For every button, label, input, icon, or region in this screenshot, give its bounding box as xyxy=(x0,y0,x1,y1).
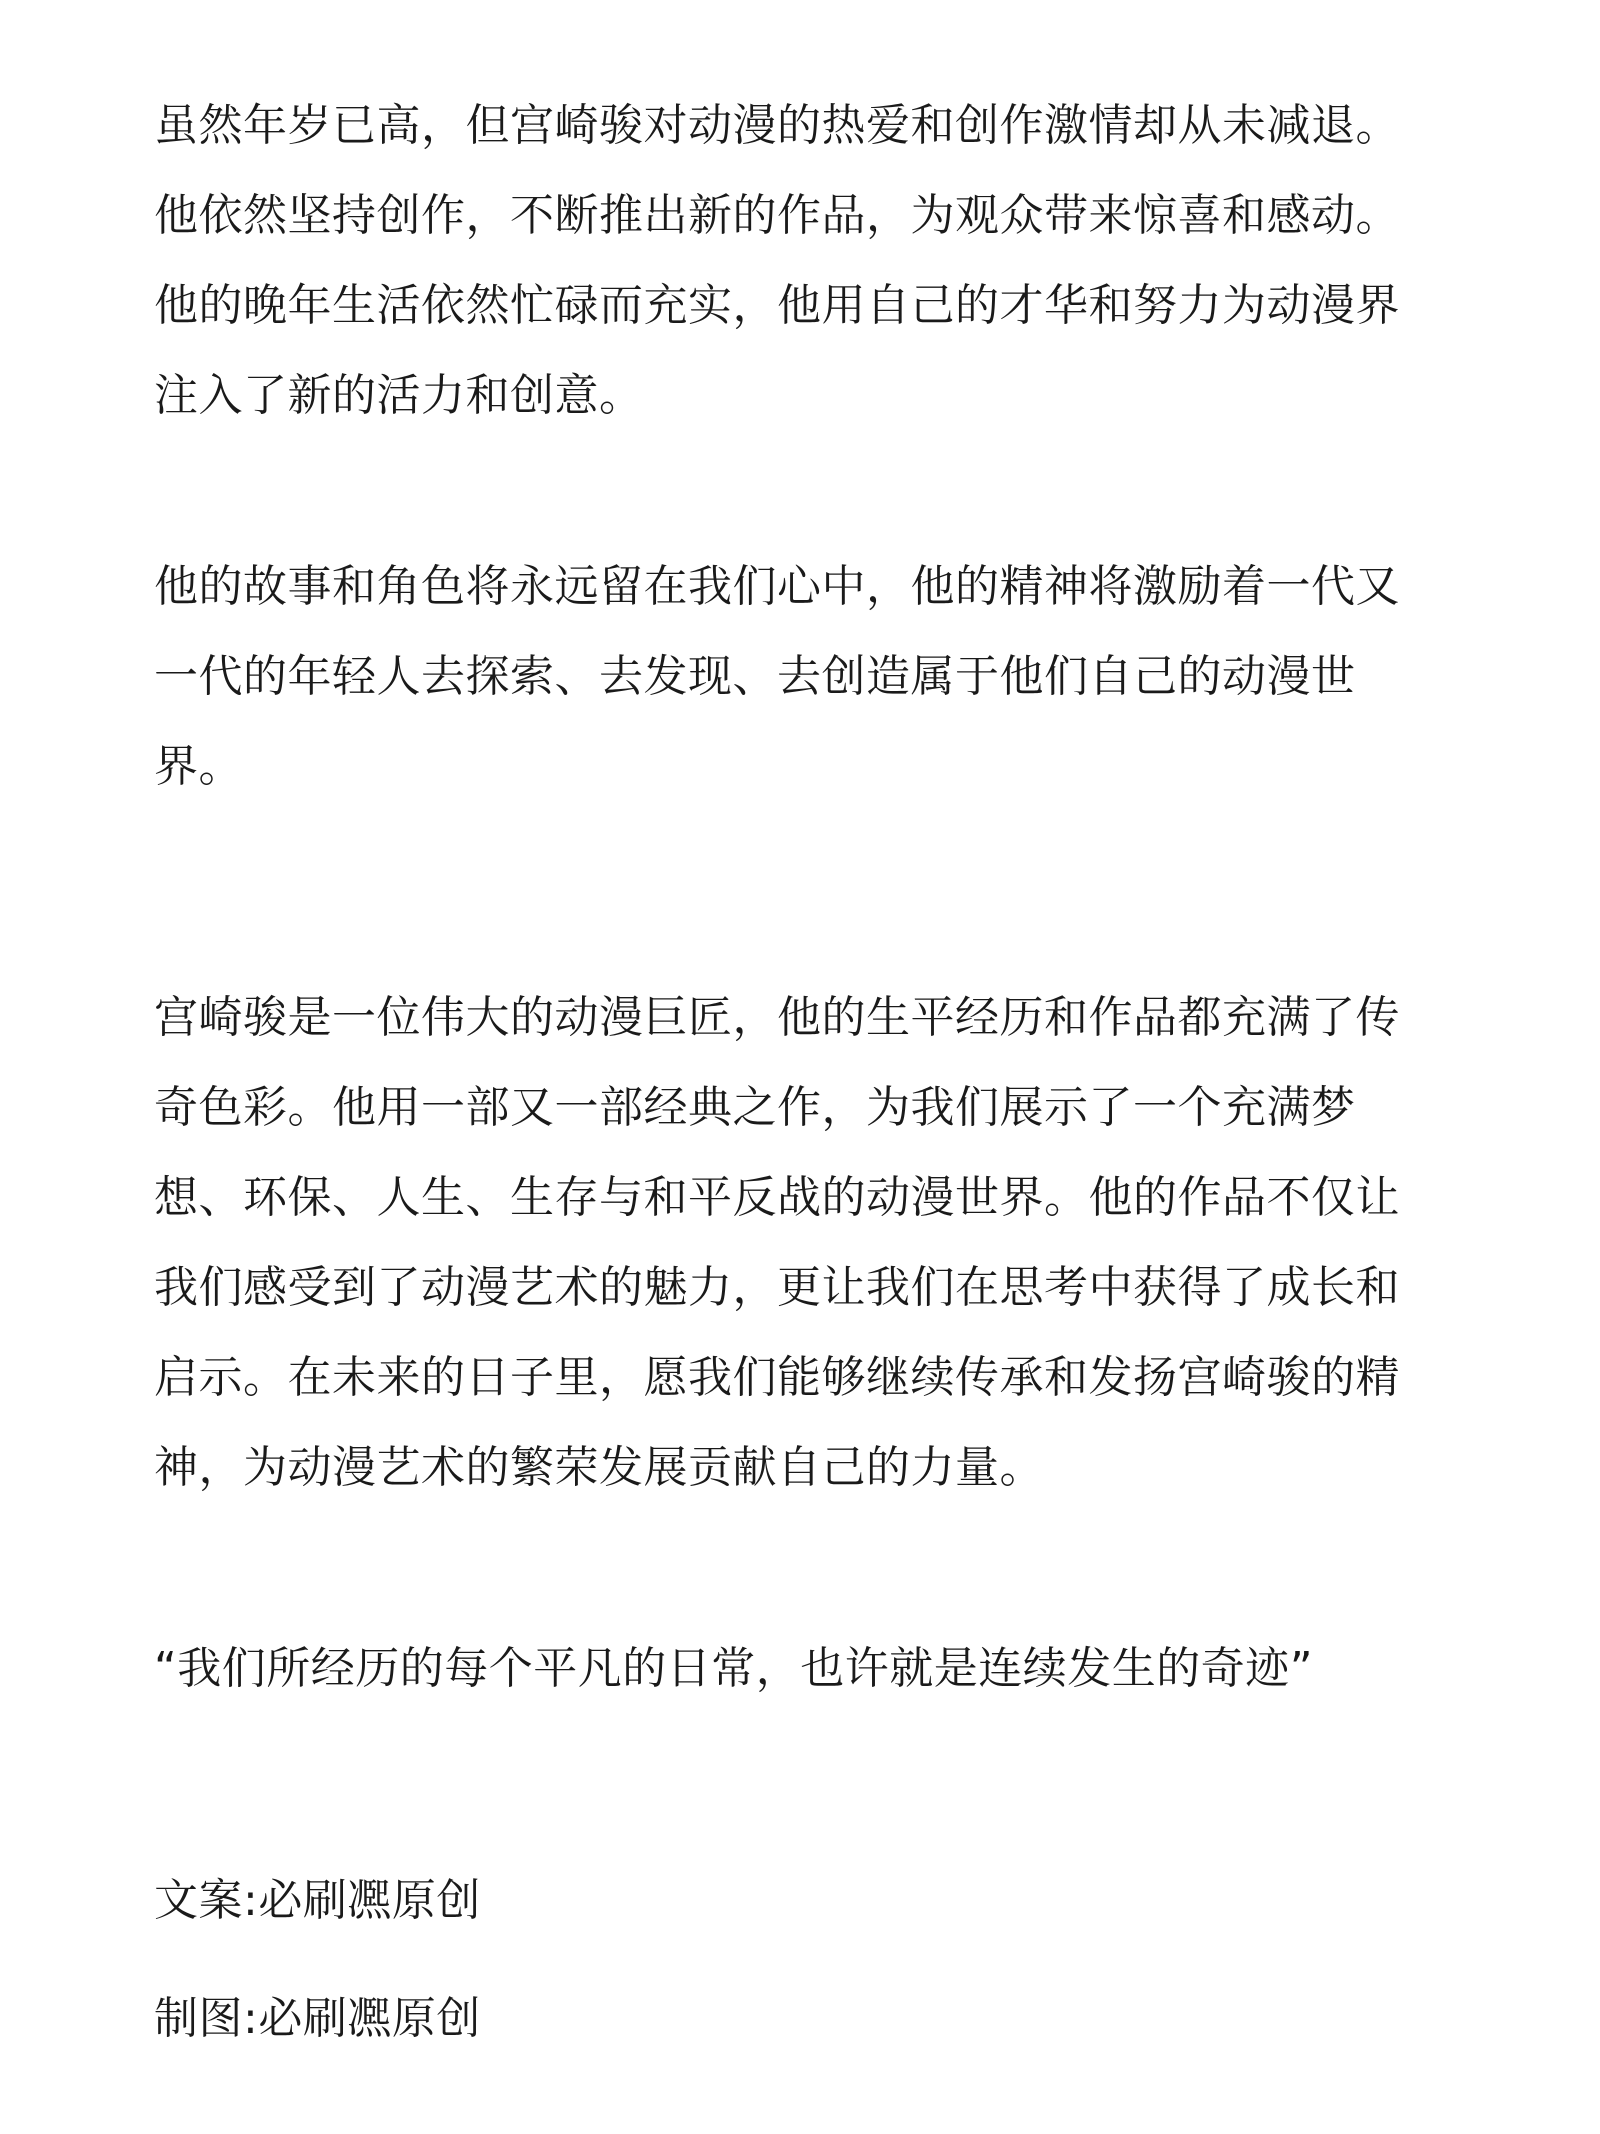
paragraph-line: 他的晚年生活依然忙碌而充实，他用自己的才华和努力为动漫界 xyxy=(154,280,1400,331)
paragraph-1 xyxy=(154,81,1400,441)
quote-text: “我们所经历的每个平凡的日常，也许就是连续发生的奇迹” xyxy=(154,1643,1314,1694)
paragraph-line: 我们感受到了动漫艺术的魅力，更让我们在思考中获得了成长和 xyxy=(154,1262,1400,1313)
credit-text: 制图:必刷凞原创 xyxy=(154,1993,481,2044)
paragraph-line: 神，为动漫艺术的繁荣发展贡献自己的力量。 xyxy=(154,1442,1044,1493)
credit-copywriting xyxy=(154,1856,481,1946)
paragraph-2 xyxy=(154,542,1400,812)
paragraph-line: 他的故事和角色将永远留在我们心中，他的精神将激励着一代又 xyxy=(154,561,1400,612)
credit-design xyxy=(154,1974,481,2064)
credit-text: 文案:必刷凞原创 xyxy=(154,1875,481,1926)
paragraph-line: 虽然年岁已高，但宫崎骏对动漫的热爱和创作激情却从未减退。 xyxy=(154,100,1400,151)
paragraph-line: 宫崎骏是一位伟大的动漫巨匠，他的生平经历和作品都充满了传 xyxy=(154,992,1400,1043)
paragraph-line: 他依然坚持创作，不断推出新的作品，为观众带来惊喜和感动。 xyxy=(154,190,1400,241)
paragraph-line: 奇色彩。他用一部又一部经典之作，为我们展示了一个充满梦 xyxy=(154,1082,1356,1133)
paragraph-line: 界。 xyxy=(154,741,243,792)
paragraph-3 xyxy=(154,973,1400,1513)
paragraph-line: 注入了新的活力和创意。 xyxy=(154,370,644,421)
paragraph-line: 一代的年轻人去探索、去发现、去创造属于他们自己的动漫世 xyxy=(154,651,1356,702)
paragraph-line: 想、环保、人生、生存与和平反战的动漫世界。他的作品不仅让 xyxy=(154,1172,1400,1223)
quote xyxy=(154,1624,1313,1714)
paragraph-line: 启示。在未来的日子里，愿我们能够继续传承和发扬宫崎骏的精 xyxy=(154,1352,1400,1403)
